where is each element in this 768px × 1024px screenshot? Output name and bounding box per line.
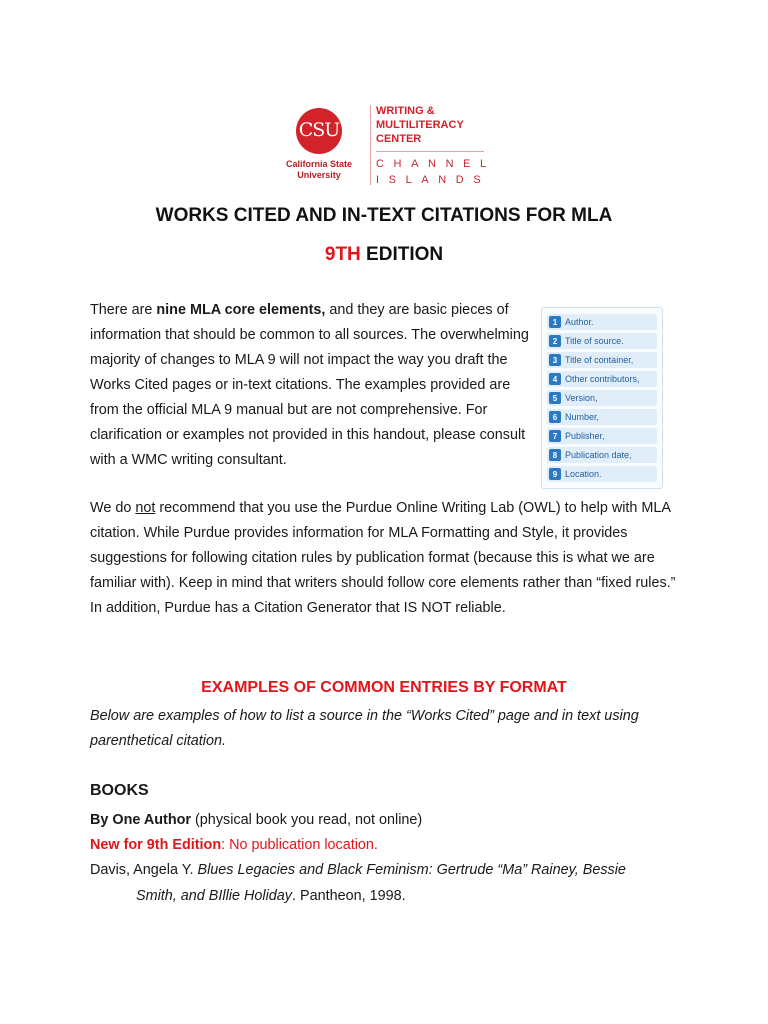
core-elements-list	[541, 307, 663, 489]
core-number: 4	[549, 373, 561, 385]
core-label: Other contributors,	[565, 374, 640, 384]
citation-line1	[90, 858, 626, 883]
logo-divider	[370, 105, 371, 185]
core-element	[547, 314, 657, 330]
one-author-rest: (physical book you read, not online)	[191, 812, 423, 828]
core-element	[547, 447, 657, 463]
examples-intro: Below are examples of how to list a source in the “Works Cited” page and in text using parenthetical citation.	[90, 708, 639, 749]
university-name	[278, 159, 360, 181]
examples-heading: EXAMPLES OF COMMON ENTRIES BY FORMAT	[201, 679, 567, 696]
new-edition-bold: New for 9th Edition	[90, 837, 222, 853]
owl-lead: We do	[90, 500, 136, 516]
seal-letters: CSU	[298, 119, 340, 141]
new-edition-rest: : No publication location.	[221, 837, 378, 853]
csu-seal-icon	[296, 108, 342, 154]
citation-title-part1: Blues Legacies and Black Feminism: Gertrude “Ma” Rainey, Bessie	[197, 862, 626, 878]
core-number: 9	[549, 468, 561, 480]
core-element	[547, 390, 657, 406]
page-title: WORKS CITED AND IN-TEXT CITATIONS FOR MLA	[155, 205, 613, 226]
core-number: 6	[549, 411, 561, 423]
citation-end: . Pantheon, 1998.	[291, 888, 406, 904]
intro-bold: nine MLA core elements,	[156, 302, 326, 318]
core-element	[547, 333, 657, 349]
page-subtitle	[0, 244, 768, 266]
core-element	[547, 428, 657, 444]
wmc-line2: MULTILITERACY	[376, 119, 464, 131]
channel-islands	[376, 156, 496, 188]
wmc-line3: CENTER	[376, 133, 422, 145]
core-label: Publisher,	[565, 431, 605, 441]
one-author-line	[90, 808, 422, 833]
core-number: 1	[549, 316, 561, 328]
intro-rest: and they are basic pieces of information that should be common to all sources. The overwhelming majority of changes to MLA 9 will not impact the way you draft the Works Cited pages or in-text citations. The examples provided are from the official MLA 9 manual but are not comprehensive. For clarification or examples not provided in this handout, please consult with a WMC writing consultant.	[90, 302, 529, 468]
edition-number: 9TH	[324, 244, 361, 265]
core-label: Author.	[565, 317, 594, 327]
core-element	[547, 352, 657, 368]
core-element	[547, 409, 657, 425]
core-number: 8	[549, 449, 561, 461]
books-heading: BOOKS	[90, 782, 149, 799]
intro-paragraph	[90, 298, 530, 473]
owl-rest: recommend that you use the Purdue Online Writing Lab (OWL) to help with MLA citation. While Purdue provides information for MLA Formatting and Style, it provides suggestions for following citation rules by publication format (because this is what we are familiar with). Keep in mind that writers should follow core elements rather than “fixed rules.” In addition, Purdue has a Citation Generator that IS NOT reliable.	[90, 500, 676, 616]
core-label: Title of source.	[565, 336, 624, 346]
one-author-bold: By One Author	[90, 812, 192, 828]
ci-line2: ISLANDS	[376, 174, 491, 186]
university-line2: University	[297, 170, 341, 180]
university-line1: California State	[285, 159, 352, 169]
intro-lead: There are	[90, 302, 157, 318]
core-element	[547, 371, 657, 387]
core-number: 7	[549, 430, 561, 442]
owl-underlined: not	[135, 500, 156, 516]
logo-rule	[376, 151, 484, 152]
core-label: Location.	[565, 469, 602, 479]
core-label: Publication date,	[565, 450, 632, 460]
citation-title-part2: Smith, and BIllie Holiday	[136, 888, 292, 904]
edition-word: EDITION	[360, 244, 444, 265]
core-label: Version,	[565, 393, 598, 403]
core-number: 2	[549, 335, 561, 347]
citation-line2	[136, 884, 406, 909]
core-number: 5	[549, 392, 561, 404]
ci-line1: CHANNEL	[376, 158, 496, 170]
citation-author: Davis, Angela Y.	[90, 862, 198, 878]
core-label: Title of container,	[565, 355, 634, 365]
wmc-logo	[278, 103, 498, 187]
new-edition-note	[90, 833, 378, 858]
core-number: 3	[549, 354, 561, 366]
owl-paragraph	[90, 496, 690, 621]
wmc-name	[376, 104, 486, 146]
wmc-line1: WRITING &	[376, 105, 435, 117]
core-element	[547, 466, 657, 482]
core-label: Number,	[565, 412, 600, 422]
